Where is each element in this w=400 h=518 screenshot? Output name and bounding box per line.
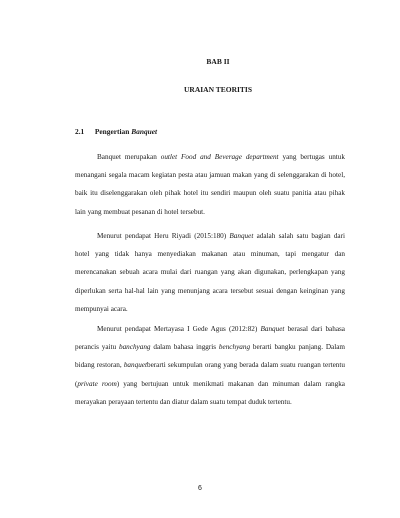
p3-text-g: berarti bangku panjang. Dalam bidang restoran, bbox=[75, 343, 345, 370]
section-title-plain: Pengertian bbox=[94, 127, 130, 136]
chapter-heading: BAB II bbox=[206, 57, 230, 66]
p3-text-b: Banquet bbox=[260, 325, 285, 333]
p3-text-a: Menurut pendapat Mertayasa I Gede Agus (2012:82) bbox=[97, 325, 261, 333]
p3-text-d: banchyang bbox=[118, 343, 151, 352]
p3-text-j: private room bbox=[77, 379, 117, 388]
chapter-title: URAIAN TEORITIS bbox=[183, 85, 252, 94]
p3-text-c: berasal dari bahasa perancis yaitu bbox=[75, 325, 345, 352]
p3-text-f: benchyang bbox=[218, 343, 251, 352]
paragraph-1 bbox=[75, 148, 345, 221]
section-heading bbox=[75, 127, 157, 136]
p2-text-b: Banquet bbox=[229, 232, 254, 240]
paragraph-3 bbox=[75, 320, 345, 411]
section-title-italic: Banquet bbox=[131, 127, 158, 136]
paragraph-2 bbox=[75, 227, 345, 318]
p2-text-a: Menurut pendapat Heru Riyadi (2015:180) bbox=[97, 232, 230, 240]
p1-text-c: yang bertugas untuk menangani segala macam kegiatan pesta atau jamuan makan yang di selenggarakan di hotel, baik itu diselenggarakan oleh pihak hotel itu sendiri maupun oleh suatu panitia atau pihak lain yang membuat pesanan di hotel tersebut. bbox=[75, 153, 345, 216]
section-number: 2.1 bbox=[75, 127, 85, 136]
p3-text-i: berarti sekumpulan orang yang berada dalam suatu ruangan tertentu ( bbox=[75, 361, 345, 388]
p1-text-b: outlet Food and Beverage department bbox=[160, 153, 279, 161]
p3-text-h: banquet bbox=[123, 361, 147, 370]
p3-text-k: ) yang bertujuan untuk menikmati makanan dan minuman dalam rangka merayakan perayaan tertentu dan diatur dalam suatu tempat duduk tertentu. bbox=[75, 379, 345, 406]
page-number: 6 bbox=[198, 485, 202, 492]
p1-text-a: Banquet merupakan bbox=[97, 153, 161, 161]
p2-text-c: adalah salah satu bagian dari hotel yang tidak hanya menyediakan makanan atau minuman, tapi mengatur dan merencanakan sebuah acara mulai dari ruangan yang akan digunakan, perlengkapan yang diperlukan serta hal-hal lain yang menunjang acara tersebut sesuai dengan keinginan yang mempunyai acara. bbox=[75, 232, 345, 313]
p3-text-e: dalam bahasa inggris bbox=[150, 343, 219, 352]
